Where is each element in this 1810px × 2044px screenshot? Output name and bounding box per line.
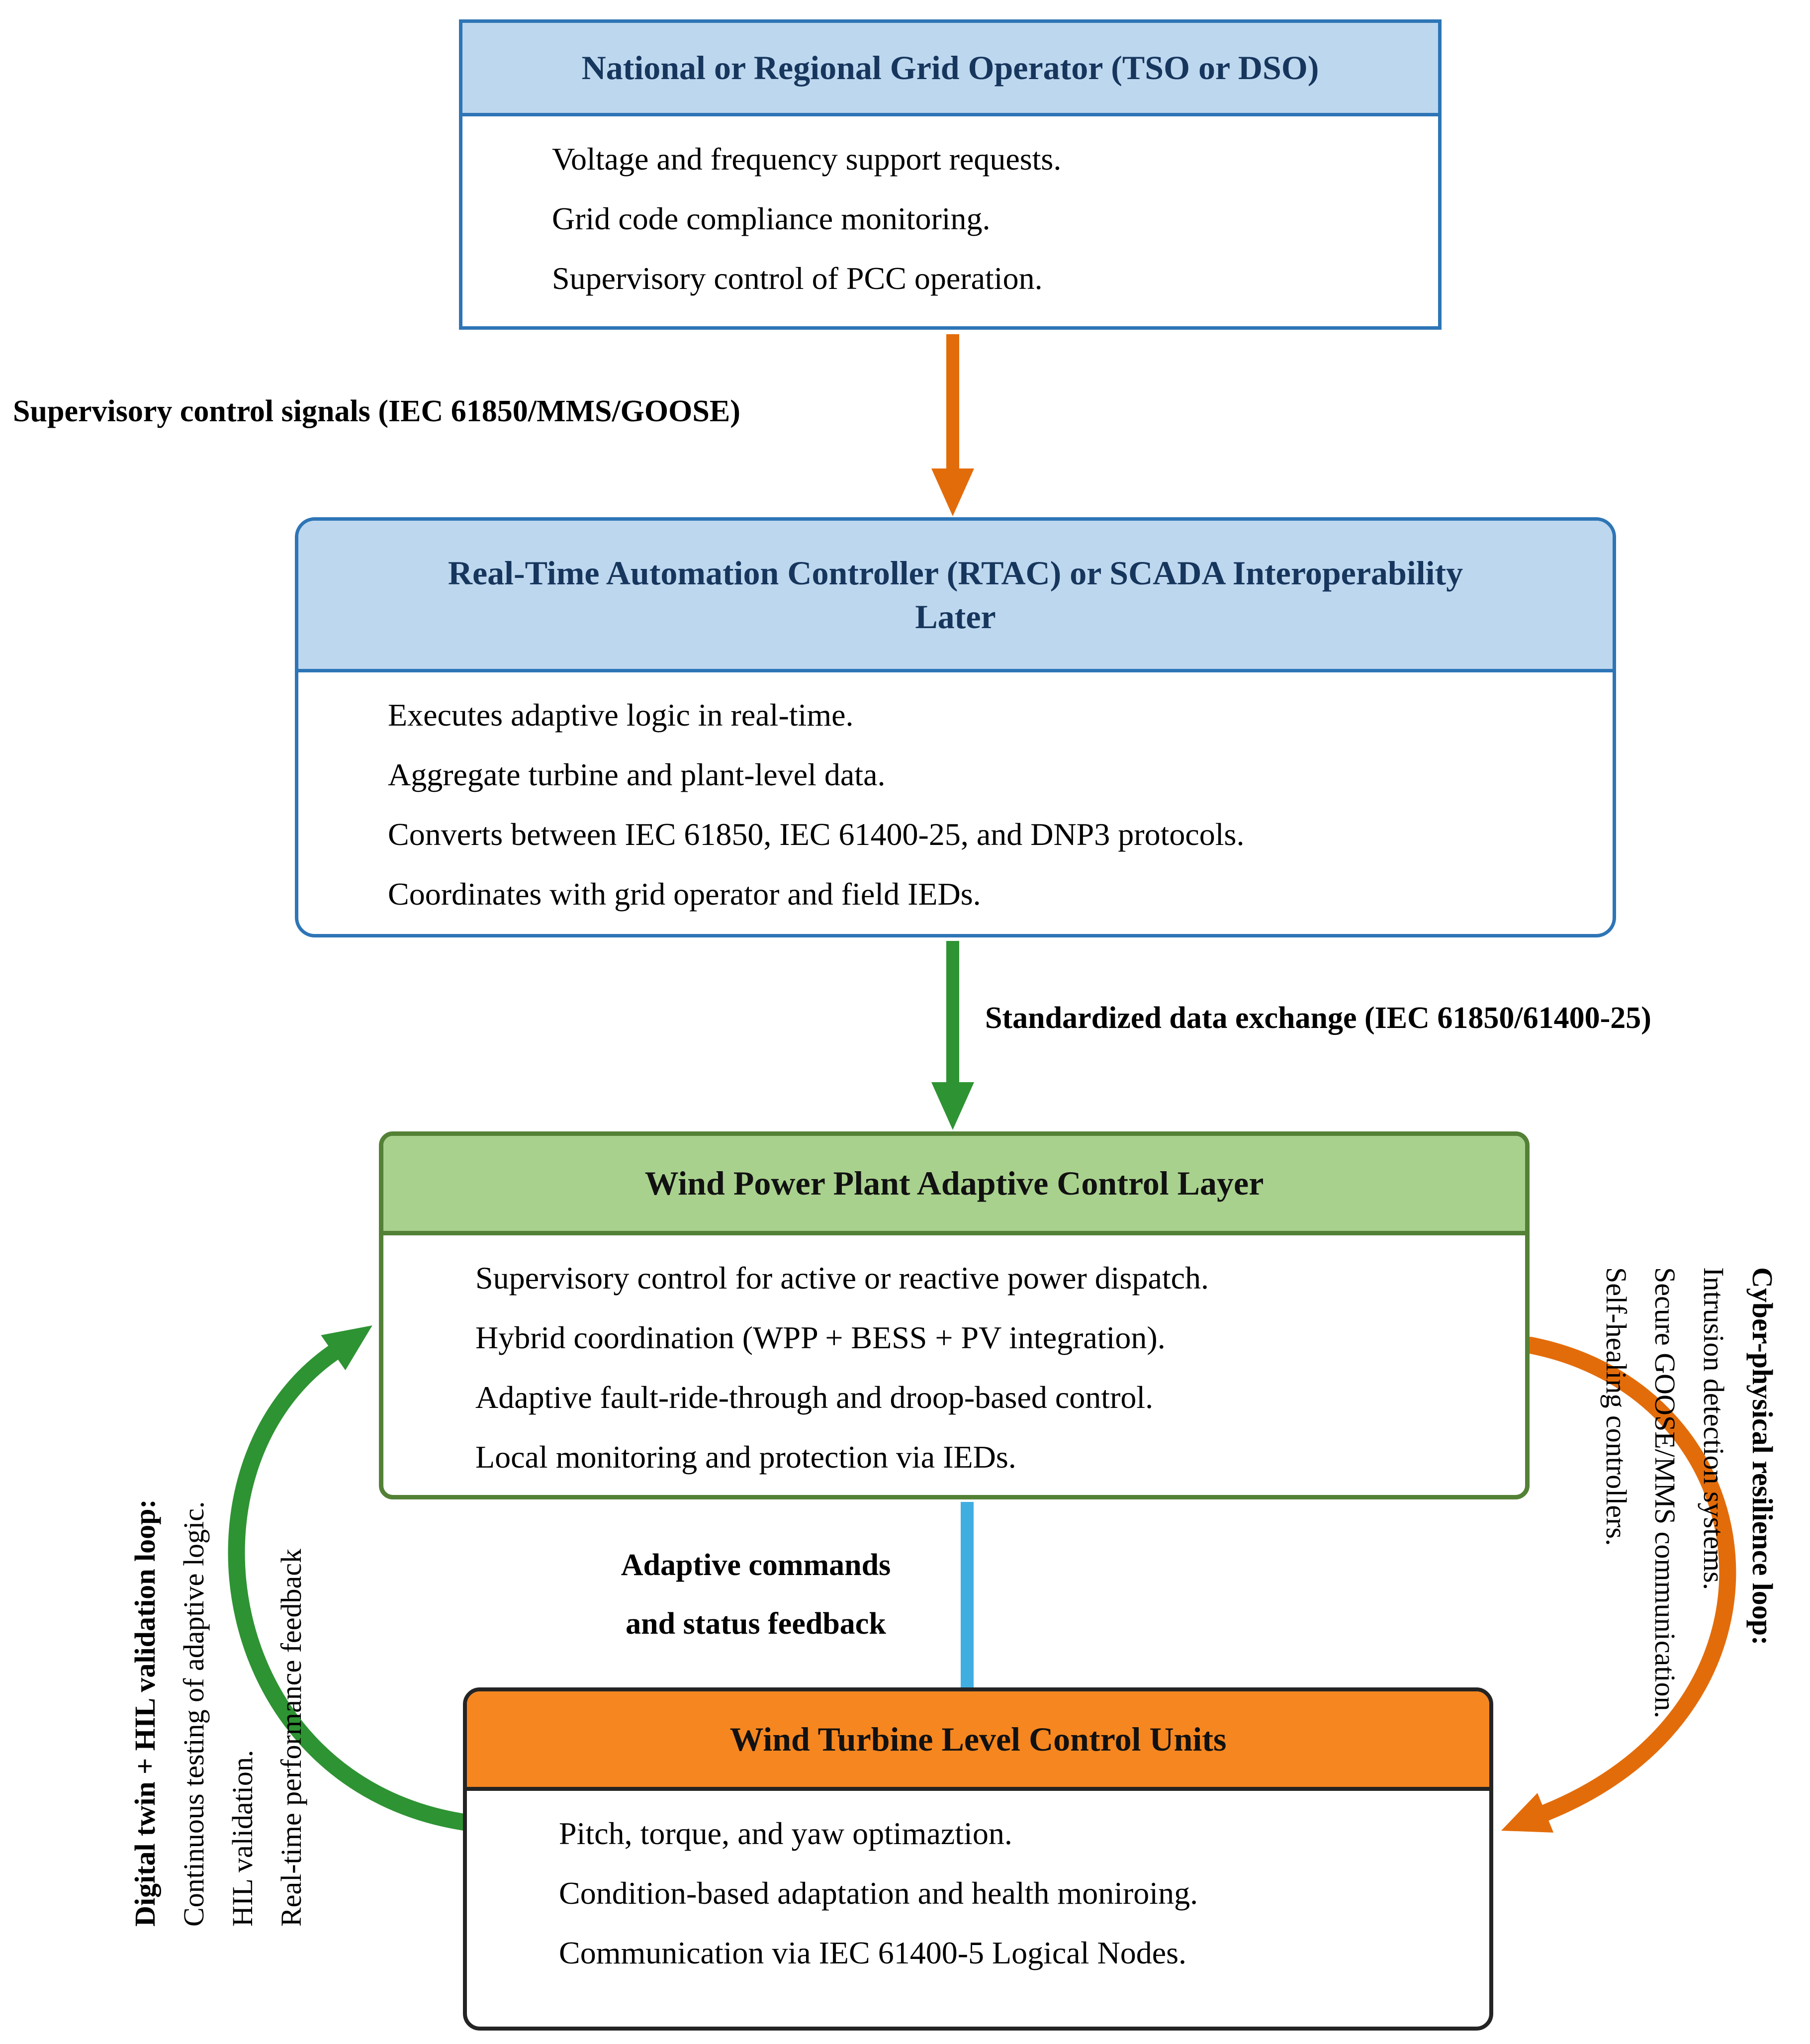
resilience-loop-line: Intrusion detection systems.	[1698, 1267, 1730, 1590]
resilience-loop-title: Cyber-physical resilience loop:	[1746, 1267, 1779, 1646]
turbine-line: Pitch, torque, and yaw optimaztion.	[559, 1816, 1012, 1851]
resilience-loop-line: Self-healing controllers.	[1600, 1267, 1632, 1546]
grid-operator-title: National or Regional Grid Operator (TSO or DSO)	[462, 23, 1438, 116]
validation-loop-title: Digital twin + HIL validation loop:	[129, 1499, 161, 1927]
validation-loop-line: HIL validation.	[226, 1750, 259, 1927]
resilience-loop-text	[1588, 1267, 1787, 1940]
wind-turbine-control-box	[463, 1687, 1493, 2031]
validation-loop-text	[121, 1280, 325, 1927]
wpp-line: Hybrid coordination (WPP + BESS + PV integration).	[475, 1320, 1166, 1355]
wpp-title: Wind Power Plant Adaptive Control Layer	[383, 1136, 1525, 1235]
turbine-line: Communication via IEC 61400-5 Logical Nodes.	[559, 1935, 1186, 1970]
supervisory-signals-label: Supervisory control signals (IEC 61850/MMS/GOOSE)	[13, 394, 740, 428]
adaptive-commands-label	[512, 1536, 999, 1653]
validation-loop-line: Continuous testing of adaptive logic.	[178, 1501, 210, 1927]
grid-operator-line: Voltage and frequency support requests.	[552, 141, 1062, 177]
wpp-line: Local monitoring and protection via IEDs.	[475, 1439, 1016, 1475]
wpp-adaptive-control-box	[379, 1131, 1530, 1499]
rtac-scada-title	[298, 521, 1613, 672]
grid-operator-box	[459, 19, 1442, 330]
wpp-line: Supervisory control for active or reactive power dispatch.	[475, 1260, 1209, 1296]
adaptive-label-line: and status feedback	[626, 1607, 886, 1641]
rtac-title-line: Later	[915, 598, 996, 636]
turbine-line: Condition-based adaptation and health moniroing.	[559, 1875, 1198, 1911]
grid-operator-line: Grid code compliance monitoring.	[552, 201, 991, 236]
grid-operator-line: Supervisory control of PCC operation.	[552, 261, 1043, 296]
wpp-line: Adaptive fault-ride-through and droop-based control.	[475, 1380, 1154, 1415]
rtac-line: Aggregate turbine and plant-level data.	[388, 757, 886, 792]
wpp-body	[383, 1235, 1525, 1487]
rtac-title-line: Real-Time Automation Controller (RTAC) or SCADA Interoperability	[448, 554, 1463, 592]
rtac-line: Coordinates with grid operator and field IEDs.	[388, 876, 981, 912]
data-exchange-label: Standardized data exchange (IEC 61850/61400-25)	[985, 1001, 1651, 1035]
wind-turbine-body	[467, 1791, 1489, 1983]
grid-operator-body	[462, 116, 1438, 308]
adaptive-label-line: Adaptive commands	[621, 1548, 891, 1582]
rtac-scada-body	[298, 672, 1613, 924]
rtac-line: Converts between IEC 61850, IEC 61400-25, and DNP3 protocols.	[388, 817, 1245, 852]
resilience-loop-line: Secure GOOSE/MMS communication.	[1649, 1267, 1681, 1718]
validation-loop-line: Real-time performance feedback	[275, 1548, 307, 1927]
wind-turbine-title: Wind Turbine Level Control Units	[467, 1691, 1489, 1791]
rtac-scada-box	[295, 517, 1616, 937]
rtac-line: Executes adaptive logic in real-time.	[388, 697, 854, 733]
